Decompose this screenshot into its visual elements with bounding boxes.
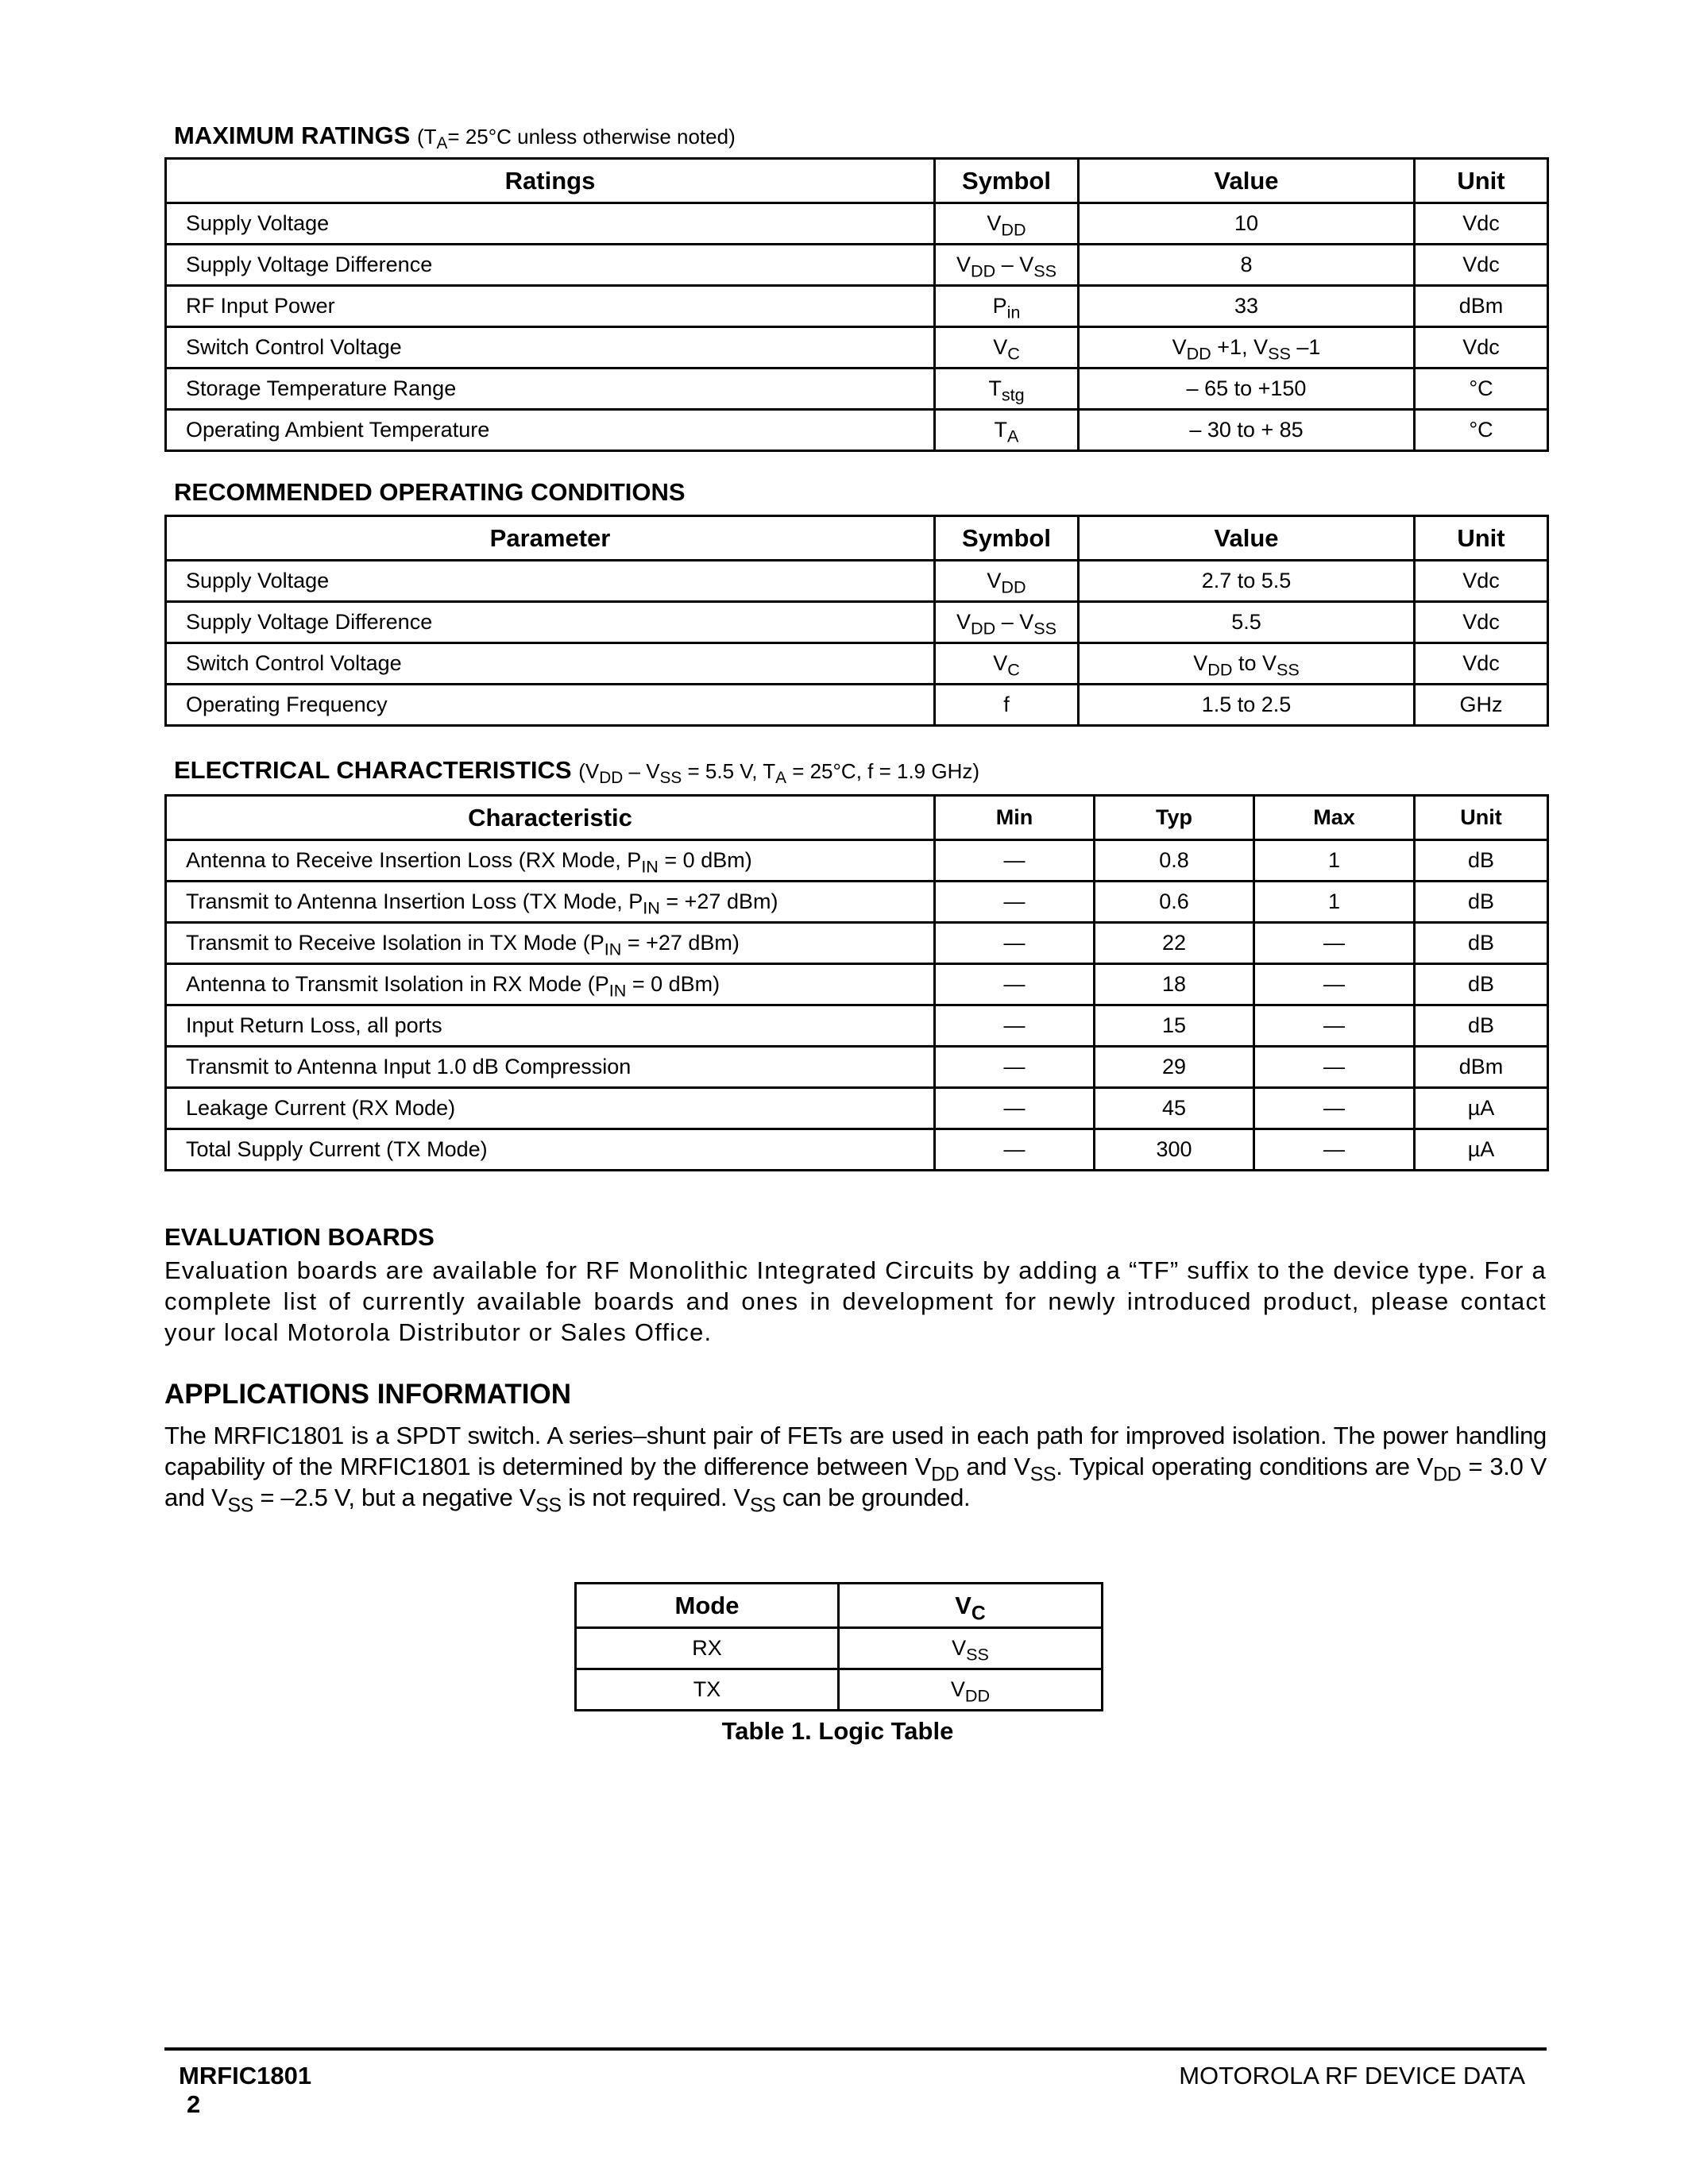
value-cell: 10 (1079, 203, 1415, 245)
eval-boards-heading: EVALUATION BOARDS (164, 1223, 435, 1251)
table-header-row (166, 516, 1548, 561)
min-cell: — (935, 923, 1095, 964)
unit-cell: dBm (1415, 286, 1548, 327)
footer-part-number: MRFIC1801 (179, 2062, 312, 2089)
characteristic-cell: Leakage Current (RX Mode) (166, 1088, 935, 1129)
unit-cell: dB (1415, 964, 1548, 1005)
table-row (166, 286, 1548, 327)
unit-cell: °C (1415, 410, 1548, 451)
value-cell: – 30 to + 85 (1079, 410, 1415, 451)
characteristic-cell: Antenna to Transmit Isolation in RX Mode ($P_{IN} = 0$ dBm) (166, 964, 935, 1005)
table-row (166, 964, 1548, 1005)
min-cell: — (935, 964, 1095, 1005)
max-cell: — (1254, 1129, 1415, 1171)
unit-cell: dB (1415, 882, 1548, 923)
max-ratings-table (164, 157, 1549, 452)
rec-conditions-title: RECOMMENDED OPERATING CONDITIONS (174, 478, 686, 506)
rating-cell: Supply Voltage (166, 203, 935, 245)
min-cell: — (935, 1005, 1095, 1047)
max-cell: — (1254, 1088, 1415, 1129)
min-cell: — (935, 882, 1095, 923)
value-cell: 5.5 (1079, 602, 1415, 643)
unit-cell: µA (1415, 1129, 1548, 1171)
electrical-title: ELECTRICAL CHARACTERISTICS ($V_{DD} - V_{SS} = 5.5$ V, $T_A = 25^\circ C$, f = 1.9 GHz) (174, 756, 980, 788)
unit-cell: dB (1415, 1005, 1548, 1047)
col-header: Parameter (166, 516, 935, 561)
mode-cell: TX (576, 1669, 839, 1711)
table-row (166, 1047, 1548, 1088)
logic-table (574, 1582, 1103, 1711)
max-cell: 1 (1254, 882, 1415, 923)
symbol-cell: $V_C$ (935, 327, 1079, 369)
max-ratings-note: ($T_A= 25^\circ C$ unless otherwise noted) (416, 125, 736, 153)
max-cell: — (1254, 923, 1415, 964)
footer-rule (164, 2047, 1547, 2051)
typ-cell: 29 (1095, 1047, 1254, 1088)
table-row (166, 1088, 1548, 1129)
unit-cell: °C (1415, 369, 1548, 410)
footer-page-number: 2 (187, 2090, 201, 2118)
typ-cell: 18 (1095, 964, 1254, 1005)
col-header: Symbol (935, 516, 1079, 561)
table-row (166, 369, 1548, 410)
rating-cell: Operating Ambient Temperature (166, 410, 935, 451)
eval-boards-text: Evaluation boards are available for RF Monolithic Integrated Circuits by adding a “TF” suffix to the device type. For a complete list of currently available boards and ones in development for newly introduced product, please contact your local Motorola Distributor or Sales Office. (164, 1256, 1547, 1346)
characteristic-cell: Antenna to Receive Insertion Loss (RX Mode, $P_{IN} = 0$ dBm) (166, 840, 935, 882)
min-cell: — (935, 1129, 1095, 1171)
symbol-cell: $P_{in}$ (935, 286, 1079, 327)
symbol-cell: $V_{DD}$ (935, 203, 1079, 245)
unit-cell: Vdc (1415, 327, 1548, 369)
col-header: $V_C$ (839, 1584, 1103, 1628)
typ-cell: 22 (1095, 923, 1254, 964)
symbol-cell: $V_{DD} - V_{SS}$ (935, 602, 1079, 643)
unit-cell: Vdc (1415, 561, 1548, 602)
param-cell: Supply Voltage (166, 561, 935, 602)
col-header: Min (935, 796, 1095, 840)
col-header: Ratings (166, 159, 935, 203)
table-row (166, 410, 1548, 451)
table-header-row (166, 796, 1548, 840)
value-cell: $V_{DD} +1$, $V_{SS}$ –1 (1079, 327, 1415, 369)
rating-cell: Supply Voltage Difference (166, 245, 935, 286)
table-row (166, 840, 1548, 882)
characteristic-cell: Input Return Loss, all ports (166, 1005, 935, 1047)
col-header: Value (1079, 159, 1415, 203)
table-row (576, 1628, 1103, 1669)
unit-cell: Vdc (1415, 602, 1548, 643)
characteristic-cell: Transmit to Receive Isolation in TX Mode ($P_{IN} = +27$ dBm) (166, 923, 935, 964)
symbol-cell: $V_{DD}$ (935, 561, 1079, 602)
characteristic-cell: Transmit to Antenna Input 1.0 dB Compression (166, 1047, 935, 1088)
rating-cell: RF Input Power (166, 286, 935, 327)
col-header: Symbol (935, 159, 1079, 203)
mode-cell: RX (576, 1628, 839, 1669)
table-header-row (576, 1584, 1103, 1628)
value-cell: 8 (1079, 245, 1415, 286)
typ-cell: 0.6 (1095, 882, 1254, 923)
col-header: Unit (1415, 796, 1548, 840)
table-row (166, 602, 1548, 643)
symbol-cell: $T_{stg}$ (935, 369, 1079, 410)
col-header: Unit (1415, 159, 1548, 203)
table-row (166, 203, 1548, 245)
max-cell: — (1254, 964, 1415, 1005)
max-cell: — (1254, 1005, 1415, 1047)
value-cell: – 65 to +150 (1079, 369, 1415, 410)
table-row (166, 882, 1548, 923)
electrical-table (164, 794, 1549, 1171)
symbol-cell: $T_A$ (935, 410, 1079, 451)
table-row (166, 561, 1548, 602)
symbol-cell: $V_{DD} - V_{SS}$ (935, 245, 1079, 286)
unit-cell: Vdc (1415, 643, 1548, 685)
rating-cell: Switch Control Voltage (166, 327, 935, 369)
max-cell: — (1254, 1047, 1415, 1088)
unit-cell: dB (1415, 923, 1548, 964)
unit-cell: dB (1415, 840, 1548, 882)
rating-cell: Storage Temperature Range (166, 369, 935, 410)
table-row (166, 1129, 1548, 1171)
unit-cell: Vdc (1415, 203, 1548, 245)
applications-text: The MRFIC1801 is a SPDT switch. A series–shunt pair of FETs are used in each path for improved isolation. The power handling capability of the MRFIC1801 is determined by the difference between $V_{DD}$ and $V_{SS}$. Typical operating conditions are $V_{DD} = 3.0$ V and $V_{SS} = -2.5$ V, but a negative $V_{SS}$ is not required. $V_{SS}$ can be grounded. (164, 1422, 1547, 1517)
min-cell: — (935, 840, 1095, 882)
unit-cell: dBm (1415, 1047, 1548, 1088)
param-cell: Operating Frequency (166, 685, 935, 726)
table-row (166, 923, 1548, 964)
col-header: Characteristic (166, 796, 935, 840)
typ-cell: 300 (1095, 1129, 1254, 1171)
table-row (166, 245, 1548, 286)
symbol-cell: $V_C$ (935, 643, 1079, 685)
value-cell: 33 (1079, 286, 1415, 327)
rec-conditions-table (164, 515, 1549, 727)
min-cell: — (935, 1088, 1095, 1129)
col-header: Typ (1095, 796, 1254, 840)
symbol-cell: f (935, 685, 1079, 726)
unit-cell: GHz (1415, 685, 1548, 726)
param-cell: Switch Control Voltage (166, 643, 935, 685)
col-header: Unit (1415, 516, 1548, 561)
value-cell: 1.5 to 2.5 (1079, 685, 1415, 726)
electrical-conditions: ($V_{DD} - V_{SS} = 5.5$ V, $T_A = 25^\circ C$, f = 1.9 GHz) (578, 759, 980, 788)
typ-cell: 45 (1095, 1088, 1254, 1129)
table-row (166, 685, 1548, 726)
param-cell: Supply Voltage Difference (166, 602, 935, 643)
table-row (166, 327, 1548, 369)
characteristic-cell: Transmit to Antenna Insertion Loss (TX Mode, $P_{IN} = +27$ dBm) (166, 882, 935, 923)
unit-cell: Vdc (1415, 245, 1548, 286)
table-header-row (166, 159, 1548, 203)
table-row (166, 1005, 1548, 1047)
col-header: Mode (576, 1584, 839, 1628)
max-ratings-title: MAXIMUM RATINGS ($T_A= 25^\circ C$ unless otherwise noted) (174, 122, 736, 153)
logic-table-caption: Table 1. Logic Table (721, 1717, 954, 1745)
value-cell: $V_{DD}$ to $V_{SS}$ (1079, 643, 1415, 685)
table-row (576, 1669, 1103, 1711)
vc-cell: $V_{DD}$ (839, 1669, 1103, 1711)
value-cell: 2.7 to 5.5 (1079, 561, 1415, 602)
col-header: Value (1079, 516, 1415, 561)
characteristic-cell: Total Supply Current (TX Mode) (166, 1129, 935, 1171)
vc-cell: $V_{SS}$ (839, 1628, 1103, 1669)
min-cell: — (935, 1047, 1095, 1088)
unit-cell: µA (1415, 1088, 1548, 1129)
typ-cell: 0.8 (1095, 840, 1254, 882)
typ-cell: 15 (1095, 1005, 1254, 1047)
table-row (166, 643, 1548, 685)
applications-heading: APPLICATIONS INFORMATION (164, 1379, 572, 1410)
col-header: Max (1254, 796, 1415, 840)
max-cell: 1 (1254, 840, 1415, 882)
footer-publisher: MOTOROLA RF DEVICE DATA (1179, 2062, 1525, 2089)
